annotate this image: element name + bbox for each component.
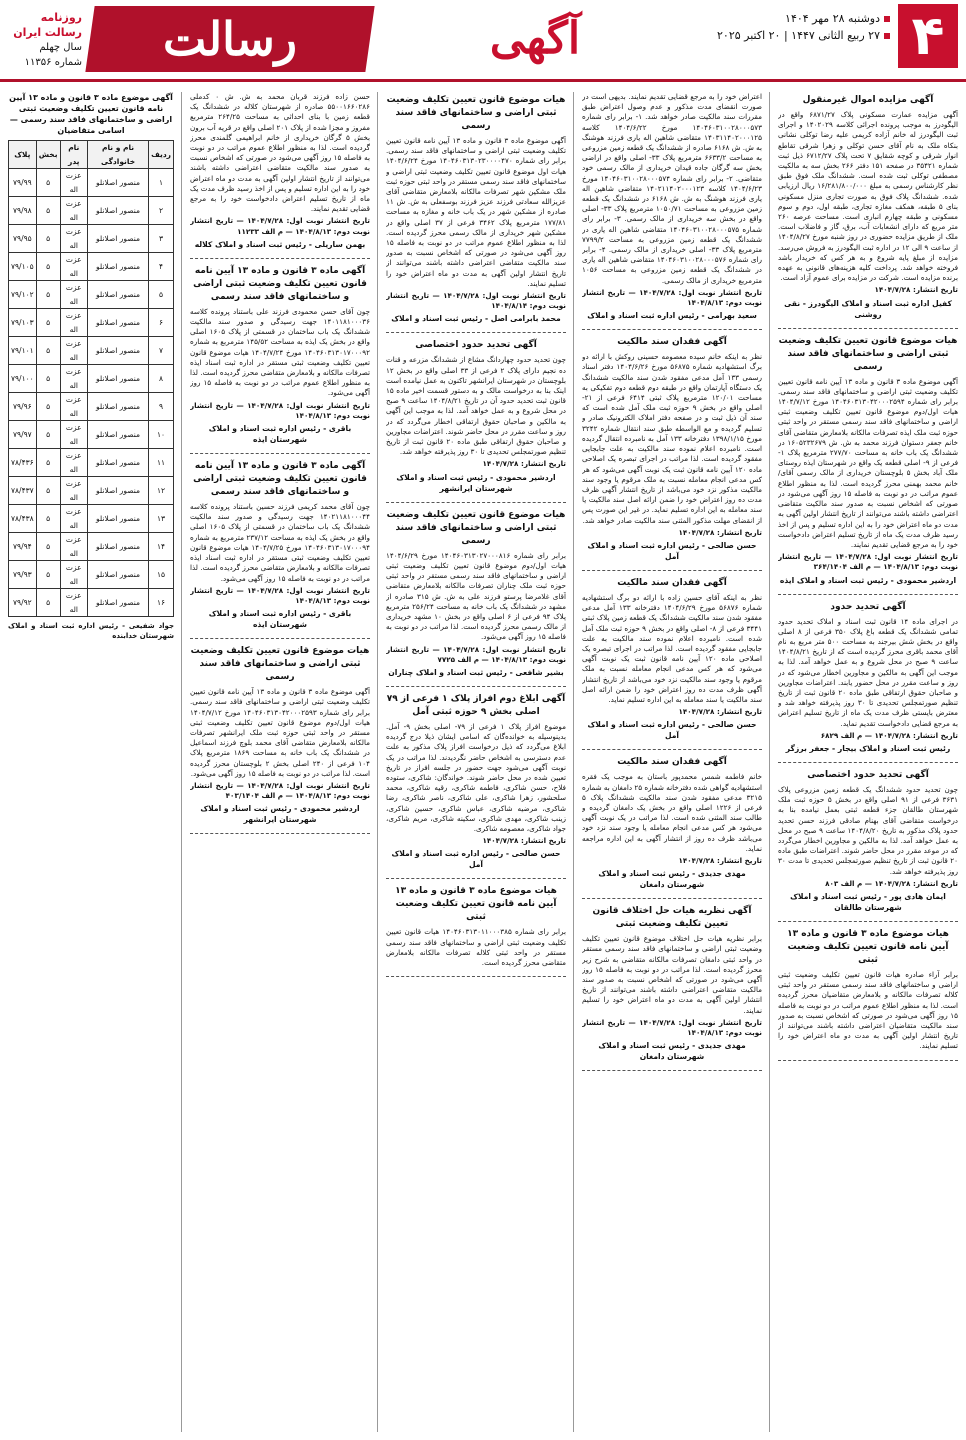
ad-body: چون آقای حسن محمودی فرزند علی باستناد پرونده کلاسه ۱۴۰۱۱۸۱۰۰۰۳۶ جهت رسیدگی و صدور سند مالکیت ششدانگ یک باب ساختمان در قسمتی از پلاک ۱۶۰۵ اصلی واقع در بخش یک ایذه به مساحت ۱۴۵/۵۲ مترمربع به شماره ۱۴۰۴۶۰۳۱۳۰۱۷۰۰۰۹۲ مورخ ۱۴۰۴/۷/۲۴ هیات موضوع قانون تعیین تکلیف وضعیت ثبتی مستقر در اداره ثبت اسناد ایذه تصرفات مالکانه و بلامعارض متقاضی محرز گردیده است. لذا به منظور اطلاع عموم مراتب در دو نوبت به فاصله ۱۵ روز آگهی می‌شود. xyxy=(190,306,370,398)
column-2 xyxy=(582,92,762,1432)
ad-title: هیات موضوع قانون تعیین تکلیف وضعیت ثبتی اراضی و ساختمانهای فاقد سند رسمی xyxy=(778,335,958,372)
table-cell: ۵ xyxy=(36,309,60,337)
table-cell: ۱۶ xyxy=(149,589,174,617)
table-cell: عزت اله xyxy=(60,225,87,253)
bullet-icon xyxy=(884,16,890,22)
ad-meta: تاریخ انتشار: ۱۴۰۴/۷/۲۸ xyxy=(678,527,762,537)
ad-meta: تاریخ انتشار نوبت اول: ۱۴۰۴/۷/۲۸ — تاریخ انتشار نوبت دوم: ۱۴۰۴/۸/۱۳ xyxy=(582,1017,762,1038)
ad-meta: تاریخ انتشار: ۱۴۰۴/۷/۲۸ xyxy=(678,855,762,865)
table-cell: ۵ xyxy=(36,365,60,393)
table-cell: ۱۰ xyxy=(149,421,174,449)
table-row xyxy=(9,225,174,253)
logo-text: رسالت xyxy=(163,12,297,66)
table-cell: ۵ xyxy=(36,393,60,421)
table-cell: ۷۹/۹۵ xyxy=(9,225,37,253)
table-cell: ۵ xyxy=(36,477,60,505)
table-cell: منصور اصلانلو xyxy=(88,197,149,225)
table-cell: ۱ xyxy=(149,169,174,197)
ad-title: آگهی مزایده اموال غیرمنقول xyxy=(802,95,934,105)
table-cell: عزت اله xyxy=(60,281,87,309)
ad-title: آگهی فقدان سند مالکیت xyxy=(617,337,727,348)
table-row xyxy=(9,533,174,561)
table-cell: ۵ xyxy=(36,449,60,477)
ad-block xyxy=(190,265,370,445)
table-cell: ۷۹/۹۶ xyxy=(9,393,37,421)
ad-separator xyxy=(778,1060,958,1061)
table-cell: ۶ xyxy=(149,309,174,337)
issue-info xyxy=(6,10,82,70)
ad-meta: تاریخ انتشار نوبت اول: ۱۴۰۴/۷/۲۸ — تاریخ انتشار نوبت دوم: ۱۴۰۴/۸/۱۳ — م الف ۱۱۲۳۳ xyxy=(190,216,370,236)
ad-block xyxy=(778,94,958,320)
ad-separator xyxy=(386,976,566,977)
table-cell: عزت اله xyxy=(60,449,87,477)
issue-number: شماره ۱۱۳۵۶ xyxy=(24,57,82,68)
table-cell: عزت اله xyxy=(60,421,87,449)
table-cell: منصور اصلانلو xyxy=(88,253,149,281)
ad-signature: ایمان هادی پور - رئیس ثبت اسناد و املاک شهرستان طالقان xyxy=(790,891,946,912)
ad-body: چون تحدید حدود ششدانگ یک قطعه زمین مزروعی پلاک ۳۶۳۱ فرعی از ۹۱ اصلی واقع در بخش ۵ حوزه ثبت ملک شهرستان طالقان جزء قطعه ثبتی بعمل نیامده بنا به درخواست متقاضی آقای بهنام صادقی فرزند حسن تحدید حدود پلاک مذکور به تاریخ ۱۴۰۴/۸/۲۰ ساعت ۹ صبح در محل به عمل خواهد آمد. لذا به مالکین و مجاورین اخطار می‌گردد که در موعد مقرر در محل حاضر شوند. اعتراضات طبق ماده ۲۰ قانون ثبت از تاریخ تنظیم صورتمجلس تحدیدی تا مدت ۳۰ روز پذیرفته خواهد شد. xyxy=(778,784,958,876)
column-5 xyxy=(8,92,174,1432)
ad-separator xyxy=(778,921,958,922)
ad-signature: محمد بابرامی اصل - رئیس ثبت اسناد و املاک xyxy=(391,314,561,324)
table-cell: ۷۹/۹۲ xyxy=(9,589,37,617)
table-row xyxy=(9,393,174,421)
ad-meta: تاریخ انتشار: ۱۴۰۴/۷/۲۸ xyxy=(874,285,958,295)
table-cell: منصور اصلانلو xyxy=(88,309,149,337)
table-cell: ۷۹/۹۳ xyxy=(9,561,37,589)
ad-signature: مهدی جدیدی - رئیس ثبت اسناد و املاک شهرستان دامغان xyxy=(598,1041,746,1062)
column-4 xyxy=(190,92,370,1432)
ad-body: حسن زاده فرزند قربان محمد به ش. ش ۰ کدملی ۵۵۰۰۱۶۶۰۲۸۶ صادره از شهرستان کلاله در ششدانگ یک قطعه زمین با بنای احداثی به مساحت ۲۶۴/۲۵ مترمربع مفروز و مجزا شده از پلاک ۲۰۱ اصلی واقع در قریه آب برون بخش ۵ گرگان خریداری از خانم ابراهیمی گلمندی محرز گردیده است. لذا به منظور اطلاع عموم مراتب در دو نوبت به فاصله ۱۵ روز آگهی می‌شود در صورتی که اشخاص نسبت به صدور سند مالکیت متقاضی اعتراضی داشته باشند می‌توانند از تاریخ انتشار اولین آگهی به مدت دو ماه اعتراض خود را به این اداره تسلیم و پس از اخذ رسید ظرف مدت یک ماه از تاریخ تسلیم اعتراض دادخواست خود را به مرجع قضایی تقدیم نمایند. xyxy=(190,92,370,214)
ad-body: آگهی موضوع ماده ۳ قانون و ماده ۱۳ آیین نامه قانون تعیین تکلیف وضعیت ثبتی اراضی و ساختمانهای فاقد سند رسمی. برابر رای شماره ۱۴۰۴۶۰۳۱۳۰۲۳۰۰۰۰۴۷۰ مورخ ۱۴۰۴/۶/۲۴ هیات اول موضوع قانون تعیین تکلیف وضعیت ثبتی اراضی و ساختمانهای فاقد سند رسمی مستقر در واحد ثبتی حوزه ثبت ملک مشکین شهر تصرفات مالکانه بلامعارض متقاضی آقای عزیزالله سعادتی فرزند عزیز فرزند بوسفعلی به ش. ش ۱۱ صادره از مشکین شهر در یک باب خانه و مغازه به مساحت ۱۷۷/۸۱ مترمربع پلاک ۳۴۶۲ فرعی از ۳۷ اصلی واقع در مشکین شهر خریداری از مالک رسمی محرز گردیده است. لذا به منظور اطلاع عموم مراتب در دو نوبت به فاصله ۱۵ روز آگهی می‌شود در صورتی که اشخاص نسبت به صدور سند مالکیت متقاضی اعتراضی داشته باشند می‌توانند از تاریخ انتشار اولین آگهی به مدت دو ماه اعتراض خود را تسلیم نمایند. xyxy=(386,136,566,288)
ad-title: آگهی فقدان سند مالکیت xyxy=(617,577,727,588)
ad-body: نظر به اینکه خانم سیده معصومه حسینی روکش با ارائه دو برگ استشهادیه شماره ۵۶۸۷۵ مورخ ۱۴۰۴/۶/۲۶ دفتر اسناد رسمی ۱۳۳ آمل مدعی مفقود شدن سند مالکیت ششدانگ یک دستگاه آپارتمان واقع در طبقه دوم قطعه دوم تفکیکی به مساحت ۱۲۰/۰۱ مترمربع پلاک ثبتی ۶۴۱۴ فرعی از ۲۱- اصلی واقع در بخش ۹ حوزه ثبت ملک آمل شده است که سند آن ذیل ثبت و در صفحه دفتر املاک الکترونیک صادر و تسلیم گردیده و مع الواسطه طبق سند انتقال شماره ۳۲۴۲ مورخ ۱۳۹۸/۱/۱۵ دفترخانه ۱۳۳ آمل به نامبرده انتقال گردیده است. نامبرده اعلام نموده سند مالکیت به علت جابجایی مفقود گردیده است. لذا مراتب در اجرای تبصره یک اصلاحی ماده ۱۲۰ آیین نامه قانون ثبت یک نوبت آگهی می‌شود که هر کس مدعی انجام معامله نسبت به ملک مرقوم یا وجود سند مالکیت مذکور نزد خود می‌باشد از تاریخ انتشار آگهی ظرف مدت ده روز اعتراض خود را ضمن ارائه اصل سند مالکیت یا سند معامله به این اداره تسلیم نماید. در غیر این صورت پس از انقضای مهلت مذکور المثنی سند مالکیت صادر خواهد شد. xyxy=(582,352,762,525)
table-cell: منصور اصلانلو xyxy=(88,169,149,197)
ad-body: نظر به اینکه آقای حسین زاده با ارائه دو برگ استشهادیه شماره ۵۶۸۷۶ مورخ ۱۴۰۴/۶/۲۹ دفترخانه ۱۳۳ آمل مدعی مفقود شدن سند مالکیت ششدانگ یک قطعه زمین پلاک ثبتی ۳۴۴۱ فرعی از ۸- اصلی واقع در بخش ۹ حوزه ثبت ملک آمل شده است. نامبرده اعلام نموده سند مالکیت به علت جابجایی مفقود گردیده است. لذا مراتب در اجرای تبصره یک اصلاحی ماده ۱۲۰ آیین نامه قانون ثبت یک نوبت آگهی می‌شود که هر کس مدعی انجام معامله نسبت به ملک مرقوم یا وجود سند مالکیت نزد خود می‌باشد از تاریخ انتشار آگهی ظرف مدت ده روز اعتراض خود را ضمن ارائه اصل سند مالکیت یا سند معامله به این اداره تسلیم نماید. xyxy=(582,592,762,704)
ad-block xyxy=(582,756,762,890)
ad-signature: باقری - رئیس اداره ثبت اسناد و املاک شهرستان ایذه xyxy=(208,424,352,445)
ad-body: موضوع افراز پلاک ۱ فرعی از ۷۹- اصلی بخش ۹- آمل. بدینوسیله به خوانده‌گان که اسامی ایشان ذیلا درج گردیده ابلاغ می‌گردد که ذیل درخواست افراز پلاک مذکور به علت عدم دسترسی به اشخاص حاضر نگردیدند. لذا مراتب در یک نوبت آگهی می‌شود جهت حضور در جلسه افراز در تاریخ تعیین شده در محل حاضر شوند. خواندگان: شاکری، ستوده فلاح، حسن شاکری، فاطمه شاکری، رقیه شاکری، محمد سلحشور، زهرا شاکری، علی شاکری، ناصر شاکری، رضا شاکری، مرضیه شاکری، عباس شاکری، حسین شاکری، زینب شاکری، مهدی شاکری، سکینه شاکری، مریم شاکری، جواد شاکری، معصومه شاکری. xyxy=(386,721,566,833)
table-cell: عزت اله xyxy=(60,365,87,393)
ad-block xyxy=(190,645,370,825)
table-cell: عزت اله xyxy=(60,169,87,197)
table-cell: منصور اصلانلو xyxy=(88,561,149,589)
table-cell: ۹ xyxy=(149,393,174,421)
table-header-row xyxy=(9,141,174,169)
ad-signature: اردشیر محمودی - رئیس ثبت اسناد و املاک شهرستان ایرانشهر xyxy=(200,804,360,825)
table-cell: ۷۹/۱۰۱ xyxy=(9,337,37,365)
section-title: آگهی xyxy=(489,13,581,64)
table-cell: ۷۹/۱۰۳ xyxy=(9,309,37,337)
table-cell: ۳ xyxy=(149,225,174,253)
ad-body: چون آقای محمد کریمی فرزند حسین باستناد پرونده کلاسه ۱۴۰۲۱۱۸۱۰۰۰۴۴ جهت رسیدگی و صدور سند مالکیت ششدانگ یک باب ساختمان در قسمتی از پلاک ۱۶۰۵ اصلی واقع در بخش یک ایذه به مساحت ۲۳۷/۱۲ مترمربع به شماره ۱۴۰۴۶۰۳۱۳۰۱۷۰۰۰۹۴ مورخ ۱۴۰۴/۷/۲۵ هیات موضوع قانون تعیین تکلیف وضعیت ثبتی مستقر در اداره ثبت اسناد ایذه تصرفات مالکانه و بلامعارض متقاضی محرز گردیده است. لذا مراتب در دو نوبت به فاصله ۱۵ روز آگهی می‌شود. xyxy=(190,502,370,583)
ad-title: هیات موضوع قانون تعیین تکلیف وضعیت ثبتی اراضی و ساختمانهای فاقد سند رسمی xyxy=(386,509,566,546)
volume-label: سال چهلم xyxy=(39,42,82,53)
table-cell: ۷۹/۱۰۵ xyxy=(9,253,37,281)
ad-body: برابر رای شماره ۱۴۰۴۶۰۳۱۳۰۲۷۰۰۰۸۱۶ مورخ ۱۴۰۴/۶/۲۹ هیات اول/دوم موضوع قانون تعیین تکلیف وضعیت ثبتی اراضی و ساختمانهای فاقد سند رسمی مستقر در واحد ثبتی حوزه ثبت ملک چناران تصرفات مالکانه بلامعارض متقاضی آقای غلامرضا پرستو فرزند علی به ش. ش ۳۱۵ صادره از مشهد در ششدانگ یک باب خانه به مساحت ۲۵۶/۲۴ مترمربع پلاک ۹۴ فرعی از ۶ اصلی واقع در بخش ۱۰ مشهد خریداری از مالک رسمی محرز گردیده است. لذا مراتب در دو نوبت به فاصله ۱۵ روز آگهی می‌شود. xyxy=(386,550,566,642)
table-header-cell: ردیف xyxy=(149,141,174,169)
table-cell: ۵ xyxy=(36,421,60,449)
table-cell: ۸ xyxy=(149,365,174,393)
table-cell: ۷ xyxy=(149,337,174,365)
ad-title: آگهی ماده ۳ قانون و ماده ۱۳ آیین نامه قانون تعیین تکلیف وضعیت ثبتی اراضی و ساختمانهای فاقد سند رسمی xyxy=(193,461,367,498)
ad-meta: تاریخ انتشار نوبت اول: ۱۴۰۴/۷/۲۸ — تاریخ انتشار نوبت دوم: ۱۴۰۴/۸/۱۳ xyxy=(190,400,370,420)
ad-signature: رئیس ثبت اسناد و املاک بیجار - جعفر برزگر xyxy=(785,743,951,753)
table-header-cell: نام پدر xyxy=(60,141,87,169)
ad-separator xyxy=(778,762,958,763)
ad-signature: اردشیر محمودی - رئیس ثبت اسناد و املاک شهرستان ایرانشهر xyxy=(396,472,556,493)
ad-body: برابر رای شماره ۱۴۰۴۶۰۳۱۳۰۱۱۰۰۰۳۸۵ هیات قانون تعیین تکلیف وضعیت ثبتی اراضی و ساختمانهای فاقد سند رسمی مستقر در واحد ثبتی کلاله تصرفات مالکانه بلامعارض متقاضی محرز گردیده است. xyxy=(386,927,566,967)
ad-separator xyxy=(582,749,762,750)
ad-meta: تاریخ انتشار نوبت اول: ۱۴۰۴/۷/۲۸ — تاریخ انتشار نوبت دوم: ۱۴۰۴/۸/۱۳ — م الف ۳۶۴/۱۴۰۴ xyxy=(778,552,958,572)
table-cell: منصور اصلانلو xyxy=(88,477,149,505)
table-cell: منصور اصلانلو xyxy=(88,281,149,309)
date-line-persian: دوشنبه ۲۸ مهر ۱۴۰۴ xyxy=(717,10,890,27)
ad-separator xyxy=(582,898,762,899)
table-cell: منصور اصلانلو xyxy=(88,421,149,449)
table-header-cell: نام و نام خانوادگی xyxy=(88,141,149,169)
table-footer-signature: جواد شفیعی - رئیس اداره ثبت اسناد و املاک شهرستان خدابنده xyxy=(8,622,174,640)
table-row xyxy=(9,561,174,589)
ad-signature: مهدی جدیدی - رئیس ثبت اسناد و املاک شهرستان دامغان xyxy=(598,869,746,890)
ad-block xyxy=(386,94,566,324)
ad-block xyxy=(582,336,762,562)
table-cell: عزت اله xyxy=(60,309,87,337)
table-cell: ۵ xyxy=(36,253,60,281)
masthead xyxy=(0,0,966,82)
bullet-icon xyxy=(884,33,890,39)
ad-separator xyxy=(582,1070,762,1071)
ad-body: آگهی مزایده عمارت مسکونی پلاک ۶۸۷۱/۲۷ واقع در الیگودرز به موجب پرونده اجرائی کلاسه ۱۴۰۲۰۲۹ و اجرای ثبت الیگودرز له خانم آزاده کریمی علیه رضا توکلی نشانی بنکاه ملک به نام آقای حسن توکلی و زهرا شرقی تقاطع انوار شرقی و کوچه شقایق ۷ تحت پلاک ۶۷۱۲/۲۷ ذیل ثبت شماره ۳۵۴۲۱ در صفحه ۱۵۱ دفتر ۲۶۶ بخش سه به مالکیت مصطفی توکلی ثبت شده است. ششدانگ ملک فوق طبق نظر کارشناس رسمی به مبلغ ۱۶/۲۸۱/۸۰۰/۰۰۰ ریال ارزیابی شده. ششدانگ پلاک فوق به صورت تجاری منزل مسکونی بنای ۵ طبقه، همکف مغازه تجاری، طبقه اول، دوم و سوم مسکونی و طبقه چهارم انباری است. مساحت عرصه ۲۶۰ متر مربع که دارای انشعابات آب، برق، گاز و فاضلاب است. ملک از طریق مزایده حضوری در روز شنبه مورخ ۱۴۰۴/۸/۲۷ از ساعت ۹ الی ۱۲ در اداره ثبت الیگودرز به فروش می‌رسد. مزایده از مبلغ پایه شروع و به هر کس که خریدار باشد فروخته خواهد شد. پرداخت کلیه هزینه‌های قانونی به عهده برنده مزایده است. شرکت در مزایده برای عموم آزاد است. xyxy=(778,110,958,283)
table-cell: منصور اصلانلو xyxy=(88,393,149,421)
ad-block xyxy=(386,509,566,678)
table-cell: ۱۱ xyxy=(149,449,174,477)
ad-title: هیات موضوع قانون تعیین تکلیف وضعیت ثبتی اراضی و ساختمانهای فاقد سند رسمی xyxy=(386,95,566,131)
date-line-hijri-gregorian: ۲۷ ربیع الثانی ۱۴۴۷ | ۲۰ اکتبر ۲۰۲۵ xyxy=(717,27,890,44)
ad-separator xyxy=(190,638,370,639)
table-cell: منصور اصلانلو xyxy=(88,337,149,365)
ad-signature: باقری - رئیس اداره ثبت اسناد و املاک شهرستان ایذه xyxy=(208,609,352,630)
table-cell: عزت اله xyxy=(60,589,87,617)
table-cell: ۷۹/۱۰۲ xyxy=(9,281,37,309)
ad-signature: سعید بهرامی - رئیس اداره ثبت اسناد و املاک xyxy=(587,311,757,321)
ad-title: هیات موضوع ماده ۳ قانون و ماده ۱۳ آیین نامه قانون تعیین تکلیف وضعیت ثبتی xyxy=(395,886,557,923)
table-header-cell: پلاک xyxy=(9,141,37,169)
table-row xyxy=(9,365,174,393)
table-cell: عزت اله xyxy=(60,337,87,365)
column-3 xyxy=(386,92,566,1432)
ad-block xyxy=(190,460,370,630)
ad-title: آگهی ماده ۳ قانون و ماده ۱۳ آیین نامه قانون تعیین تکلیف وضعیت ثبتی اراضی و ساختمانهای فاقد سند رسمی xyxy=(193,265,367,302)
ad-separator xyxy=(386,686,566,687)
table-cell: ۵ xyxy=(36,225,60,253)
table-cell: ۵ xyxy=(36,169,60,197)
table-cell: ۷۹/۱۰۰ xyxy=(9,365,37,393)
ads-columns xyxy=(8,92,958,1432)
ad-body: خانم فاطمه شمس محمدپور باستان به موجب یک فقره استشهادیه گواهی شده دفترخانه شماره ۲۵ دامغان به شماره ۳۲۱۵ مدعی مفقود شدن سند مالکیت ششدانگ پلاک ۵ فرعی از ۱۲۲۶ اصلی واقع در بخش یک دامغان گردیده و طالب سند المثنی شده است. لذا مراتب در یک نوبت آگهی می‌شود هر کس مدعی انجام معامله یا وجود سند نزد خود می‌باشد ظرف ده روز از انتشار آگهی به این اداره مراجعه نماید. xyxy=(582,772,762,853)
ad-separator xyxy=(386,878,566,879)
table-cell: منصور اصلانلو xyxy=(88,533,149,561)
table-row xyxy=(9,421,174,449)
table-cell: ۵ xyxy=(36,197,60,225)
ad-separator xyxy=(190,258,370,259)
table-cell: ۴ xyxy=(149,253,174,281)
table-cell: ۷۹/۹۴ xyxy=(9,533,37,561)
table-header-cell: بخش xyxy=(36,141,60,169)
table-row xyxy=(9,337,174,365)
ad-separator xyxy=(582,329,762,330)
ad-meta: تاریخ انتشار: ۱۴۰۴/۷/۲۸ xyxy=(482,836,566,846)
table-cell: ۵ xyxy=(36,281,60,309)
table-cell: عزت اله xyxy=(60,505,87,533)
ad-block xyxy=(778,601,958,754)
ad-meta: تاریخ انتشار: ۱۴۰۴/۷/۲۸ — م الف ۸۰۳ xyxy=(825,878,958,888)
column-divider xyxy=(181,92,182,1432)
ad-meta: تاریخ انتشار نوبت اول: ۱۴۰۴/۷/۲۸ — تاریخ انتشار نوبت دوم: ۱۴۰۴/۸/۱۳ xyxy=(582,287,762,308)
ad-block xyxy=(778,335,958,586)
column-divider xyxy=(769,92,770,1432)
brand-small: روزنامه رسالت ایران xyxy=(13,11,82,39)
ad-signature: بشیر شافعی - رئیس ثبت اسناد و املاک چناران xyxy=(388,667,564,677)
table-cell: ۵ xyxy=(36,337,60,365)
ad-separator xyxy=(778,328,958,329)
ad-title: هیات موضوع قانون تعیین تکلیف وضعیت ثبتی اراضی و ساختمانهای فاقد سند رسمی xyxy=(190,646,370,683)
ad-separator xyxy=(778,594,958,595)
table-cell: ۷۸/۴۳۸ xyxy=(9,505,37,533)
ad-separator xyxy=(190,833,370,834)
ad-title: هیات موضوع ماده ۳ قانون و ماده ۱۳ آیین نامه قانون تعیین تکلیف وضعیت ثبتی xyxy=(787,928,949,965)
ad-title: آگهی ابلاغ دوم افراز پلاک ۱ فرعی از ۷۹ اصلی بخش ۹ حوزه ثبتی آمل xyxy=(386,693,566,717)
page-number: ۴ xyxy=(898,4,958,68)
table-row xyxy=(9,477,174,505)
table-cell: ۷۸/۴۳۷ xyxy=(9,477,37,505)
table-cell: ۵ xyxy=(36,589,60,617)
ad-separator xyxy=(386,332,566,333)
table-cell: ۱۳ xyxy=(149,505,174,533)
ad-title: آگهی تحدید حدود اختصاصی xyxy=(807,769,929,780)
table-cell: ۵ xyxy=(149,281,174,309)
table-cell: عزت اله xyxy=(60,477,87,505)
table-cell: عزت اله xyxy=(60,393,87,421)
ad-block xyxy=(386,339,566,493)
ad-signature: حسن صالحی - رئیس اداره ثبت اسناد و املاک آمل xyxy=(391,849,561,870)
ad-meta: تاریخ انتشار: ۱۴۰۴/۷/۲۸ — م الف ۶۸۲۹ xyxy=(820,730,958,740)
ad-meta: تاریخ انتشار نوبت اول: ۱۴۰۴/۷/۲۸ — تاریخ انتشار نوبت دوم: ۱۴۰۴/۸/۱۳ xyxy=(190,585,370,605)
ad-block xyxy=(582,577,762,741)
table-cell: ۱۵ xyxy=(149,561,174,589)
ad-signature: حسن صالحی - رئیس اداره ثبت اسناد و املاک آمل xyxy=(587,720,757,741)
table-cell: عزت اله xyxy=(60,197,87,225)
column-divider xyxy=(377,92,378,1432)
table-cell: ۷۹/۹۸ xyxy=(9,197,37,225)
ad-meta: تاریخ انتشار: ۱۴۰۴/۷/۲۸ xyxy=(482,459,566,469)
table-cell: ۵ xyxy=(36,561,60,589)
ad-body: برابر نظریه هیات حل اختلاف موضوع قانون تعیین تکلیف وضعیت ثبتی اراضی و ساختمانهای فاقد سند رسمی مستقر در واحد ثبتی دامغان تصرفات مالکانه متقاضی به شرح زیر محرز گردیده است. لذا مراتب در دو نوبت به فاصله ۱۵ روز آگهی می‌شود در صورتی که اشخاص نسبت به صدور سند مالکیت متقاضی اعتراضی داشته باشند می‌توانند از تاریخ انتشار اولین آگهی به مدت دو ماه اعتراض خود را تسلیم نمایند. xyxy=(582,934,762,1015)
ad-meta: تاریخ انتشار: ۱۴۰۴/۷/۲۸ xyxy=(678,707,762,717)
ad-block xyxy=(582,92,762,321)
table-cell: منصور اصلانلو xyxy=(88,225,149,253)
table-cell: ۵ xyxy=(36,505,60,533)
ad-meta: تاریخ انتشار نوبت اول: ۱۴۰۴/۷/۲۸ — تاریخ انتشار نوبت دوم: ۱۴۰۴/۸/۱۴ xyxy=(386,291,566,311)
ad-body: اعتراض خود را به مرجع قضایی تقدیم نمایند. بدیهی است در صورت انقضای مدت مذکور و عدم وصول اعتراض طبق مقررات سند مالکیت صادر خواهد شد. ۱- برابر رای شماره ۱۴۰۴۶۰۳۱۰۰۲۸۰۰۰۵۷۳ مورخ ۱۴۰۴/۶/۲۲ کلاسه ۱۴۰۳۱۱۴۰۲۰۰۰۱۲۵ متقاضی شاهین اله یاری فرزند هوشنگ به ش. ش ۶۱۶۸ صادره از ششدانگ یک قطعه زمین مزروعی به مساحت ۶۶۳۳/۲ مترمربع پلاک ۳۳- اصلی واقع در اراضی بخش سه گرگان جاده قیدان خریداری از مالک رسمی خود متقاضی. ۲- برابر رای شماره ۱۴۰۴۶۰۳۱۰۰۲۸۰۰۰۵۷۴ مورخ ۱۴۰۴/۶/۲۳ کلاسه ۱۴۰۲۱۱۴۰۲۰۰۰۱۲۳ متقاضی شاهین اله یاری فرزند هوشنگ به ش. ش ۶۱۶۸ در ششدانگ یک قطعه زمین مزروعی به مساحت ۱۰۵۰/۷۱ مترمربع پلاک ۳۳- اصلی واقع در بخش سه خریداری از مالک رسمی. ۳- برابر رای شماره ۱۴۰۴۶۰۳۱۰۰۲۸۰۰۰۵۷۵ متقاضی شاهین اله یاری در ششدانگ یک قطعه زمین مزروعی به مساحت ۷۷۹۹/۲ مترمربع پلاک ۳۳- اصلی خریداری از مالک رسمی. ۴- برابر رای شماره ۱۴۰۴۶۰۳۱۰۰۲۸۰۰۰۵۷۶ متقاضی شاهین اله یاری در ششدانگ یک قطعه زمین مزروعی به مساحت ۱۰۵۶ مترمربع خریداری از مالک رسمی. xyxy=(582,92,762,285)
ad-signature: بهمن ساریلی - رئیس ثبت اسناد و املاک کلاله xyxy=(194,239,366,249)
ad-separator xyxy=(582,570,762,571)
table-cell: منصور اصلانلو xyxy=(88,505,149,533)
date-block xyxy=(717,10,890,44)
ad-body: چون تحدید حدود چهاردانگ مشاع از ششدانگ مزرعه و قنات ده نجیم دارای پلاک ۲ فرعی از ۳۳ اصلی واقع در بخش ۱۲ بلوچستان در شهرستان ایرانشهر تاکنون به عمل نیامده است اینک بنا به درخواست مالک و به دستور قسمت اخیر ماده ۱۵ قانون ثبت تحدید حدود آن در تاریخ ۱۴۰۴/۸/۲۱ ساعت ۹ صبح در محل شروع و به عمل خواهد آمد. لذا به موجب این آگهی به مالکین و صاحبان حقوق ارتفاقی اخطار می‌گردد که در روز و ساعت مقرر در محل حاضر شوند. اعتراضات مجاورین و صاحبان حقوق ارتفاقی طبق ماده ۲۰ قانون ثبت از تاریخ تنظیم صورتمجلس تحدیدی تا ۳۰ روز پذیرفته خواهد شد. xyxy=(386,355,566,457)
table-cell: عزت اله xyxy=(60,561,87,589)
ad-body: آگهی موضوع ماده ۳ قانون و ماده ۱۳ آیین نامه قانون تعیین تکلیف وضعیت ثبتی اراضی و ساختمانهای فاقد سند رسمی. برابر رای شماره ۱۴۰۴۶۰۳۱۳۰۴۲۰۰۰۲۵۹۳ مورخ ۱۴۰۴/۷/۱۲ هیات اول/دوم موضوع قانون تعیین تکلیف وضعیت ثبتی مستقر در واحد ثبتی حوزه ثبت ملک ایرانشهر تصرفات مالکانه بلامعارض متقاضی آقای محمد بلوچ فرزند اسماعیل در ششدانگ یک باب خانه به مساحت ۱۸۶۹ مترمربع پلاک ۱۰۴ فرعی از ۲۴۰ اصلی بخش ۲ بلوچستان محرز گردیده است. لذا مراتب در دو نوبت به فاصله ۱۵ روز آگهی می‌شود. xyxy=(190,687,370,778)
table-cell: ۱۴ xyxy=(149,533,174,561)
ad-signature: حسن صالحی - رئیس اداره ثبت اسناد و املاک آمل xyxy=(587,540,757,561)
table-cell: منصور اصلانلو xyxy=(88,365,149,393)
table-cell: ۷۹/۹۷ xyxy=(9,421,37,449)
ad-separator xyxy=(386,502,566,503)
newspaper-logo xyxy=(85,6,374,72)
ad-block xyxy=(386,693,566,870)
table-cell: منصور اصلانلو xyxy=(88,449,149,477)
ad-block xyxy=(582,905,762,1062)
ad-block xyxy=(386,885,566,968)
ad-block xyxy=(190,92,370,250)
table-row xyxy=(9,281,174,309)
table-cell: عزت اله xyxy=(60,253,87,281)
table-row xyxy=(9,309,174,337)
table-row xyxy=(9,197,174,225)
ad-block xyxy=(778,769,958,913)
ad-block xyxy=(778,928,958,1052)
ad-meta: تاریخ انتشار نوبت اول: ۱۴۰۴/۷/۲۸ — تاریخ انتشار نوبت دوم: ۱۴۰۴/۸/۱۳ — م الف ۴۰۳/۱۴۰۴ xyxy=(190,780,370,801)
ad-separator xyxy=(190,453,370,454)
table-cell: ۲ xyxy=(149,197,174,225)
applicants-table xyxy=(8,140,174,617)
ad-signature: اردشیر محمودی - رئیس ثبت اسناد و املاک ایذه xyxy=(779,575,957,585)
ad-body: آگهی موضوع ماده ۳ قانون و ماده ۱۳ آیین نامه قانون تعیین تکلیف وضعیت ثبتی اراضی و ساختمانهای فاقد سند رسمی. برابر رای شماره ۱۴۰۴۶۰۳۱۳۰۴۲۰۰۰۲۵۹۴ مورخ ۱۴۰۴/۷/۱۲ هیات اول/دوم موضوع قانون تعیین تکلیف وضعیت ثبتی اراضی و ساختمانهای فاقد سند رسمی مستقر در واحد ثبتی حوزه ثبت ملک ایذه تصرفات مالکانه بلامعارض متقاضی آقای خانم جعفر دستوان فرزند محمد به ش. ش ۱۶۰۵۲۳۲۶۷۹ در ششدانگ یک باب خانه به مساحت ۲۷۷/۷۰ مترمربع پلاک ۱- فرعی از ۹- اصلی قطعه یک واقع در شهرستان ایذه روستای ملک آباد بخش ۵ بلوچستان خریداری از مالک رسمی آقای/خانم محمد بهمنی محرز گردیده است. لذا به منظور اطلاع عموم مراتب در دو نوبت به فاصله ۱۵ روز آگهی می‌شود در صورتی که اشخاص نسبت به صدور سند مالکیت متقاضی اعتراضی داشته باشند می‌توانند از تاریخ انتشار اولین آگهی به مدت دو ماه اعتراض خود را به این اداره تسلیم و پس از اخذ رسید ظرف مدت یک ماه از تاریخ تسلیم اعتراض دادخواست خود را به مرجع قضایی تقدیم نمایند. xyxy=(778,376,958,549)
table-cell: ۷۹/۹۹ xyxy=(9,169,37,197)
ad-body: برابر آراء صادره هیات قانون تعیین تکلیف وضعیت ثبتی اراضی و ساختمانهای فاقد سند رسمی مستقر در واحد ثبتی کلاله تصرفات مالکانه و بلامعارض متقاضیان محرز گردیده است. لذا به منظور اطلاع عموم مراتب در دو نوبت به فاصله ۱۵ روز آگهی می‌شود در صورتی که اشخاص نسبت به صدور سند مالکیت متقاضیان اعتراضی داشته باشند می‌توانند از تاریخ انتشار اولین آگهی به مدت دو ماه اعتراض خود را تسلیم نمایند. xyxy=(778,969,958,1051)
column-1 xyxy=(778,92,958,1432)
ad-meta: تاریخ انتشار نوبت اول: ۱۴۰۴/۷/۲۸ — تاریخ انتشار نوبت دوم: ۱۴۰۴/۸/۱۳ — م الف ۷۷۲۵ xyxy=(386,644,566,664)
table-cell: عزت اله xyxy=(60,533,87,561)
table-cell: منصور اصلانلو xyxy=(88,589,149,617)
ad-title: آگهی فقدان سند مالکیت xyxy=(617,757,727,768)
table-row xyxy=(9,449,174,477)
table-cell: ۱۲ xyxy=(149,477,174,505)
ad-body: در اجرای ماده ۱۴ قانون ثبت اسناد و املاک تحدید حدود تمامی ششدانگ یک قطعه باغ پلاک ۳۵۰ فرعی از ۸ اصلی واقع در بخش شش بیرجند به مساحت ۵۰۰ متر مربع به نام آقای محمد باقری محرز گردیده است که از تاریخ ۱۴۰۴/۸/۲۱ ساعت ۹ صبح در محل شروع و به عمل خواهد آمد. لذا به موجب این آگهی به مالکین و مجاورین اخطار می‌شود که در روز و ساعت مقرر در محل حضور یابند. اعتراضات مجاورین و صاحبان حقوق ارتفاقی طبق ماده ۲۰ قانون ثبت از تاریخ تنظیم صورتمجلس تحدیدی تا ۳۰ روز پذیرفته خواهد شد و معترض بایستی ظرف مدت یک ماه از تاریخ تسلیم اعتراض به مرجع قضایی دادخواست تقدیم نماید. xyxy=(778,616,958,728)
table-intro: آگهی موضوع ماده ۳ قانون و ماده ۱۳ آیین نامه قانون تعیین تکلیف وضعیت ثبتی اراضی و ساختمانهای فاقد سند رسمی — اسامی متقاضیان xyxy=(9,93,173,135)
column-divider xyxy=(573,92,574,1432)
ad-signature: کفیل اداره ثبت اسناد و املاک الیگودرز - نقی روشنی xyxy=(784,298,952,319)
table-cell: ۷۸/۴۳۶ xyxy=(9,449,37,477)
table-row xyxy=(9,253,174,281)
table-cell: ۵ xyxy=(36,533,60,561)
ad-title: آگهی تحدید حدود اختصاصی xyxy=(415,340,537,351)
table-row xyxy=(9,505,174,533)
ad-title: آگهی نظریه هیات حل اختلاف قانون تعیین تکلیف وضعیت ثبتی xyxy=(592,906,752,930)
table-row xyxy=(9,589,174,617)
table-row xyxy=(9,169,174,197)
ad-title: آگهی تحدید حدود xyxy=(830,601,906,612)
